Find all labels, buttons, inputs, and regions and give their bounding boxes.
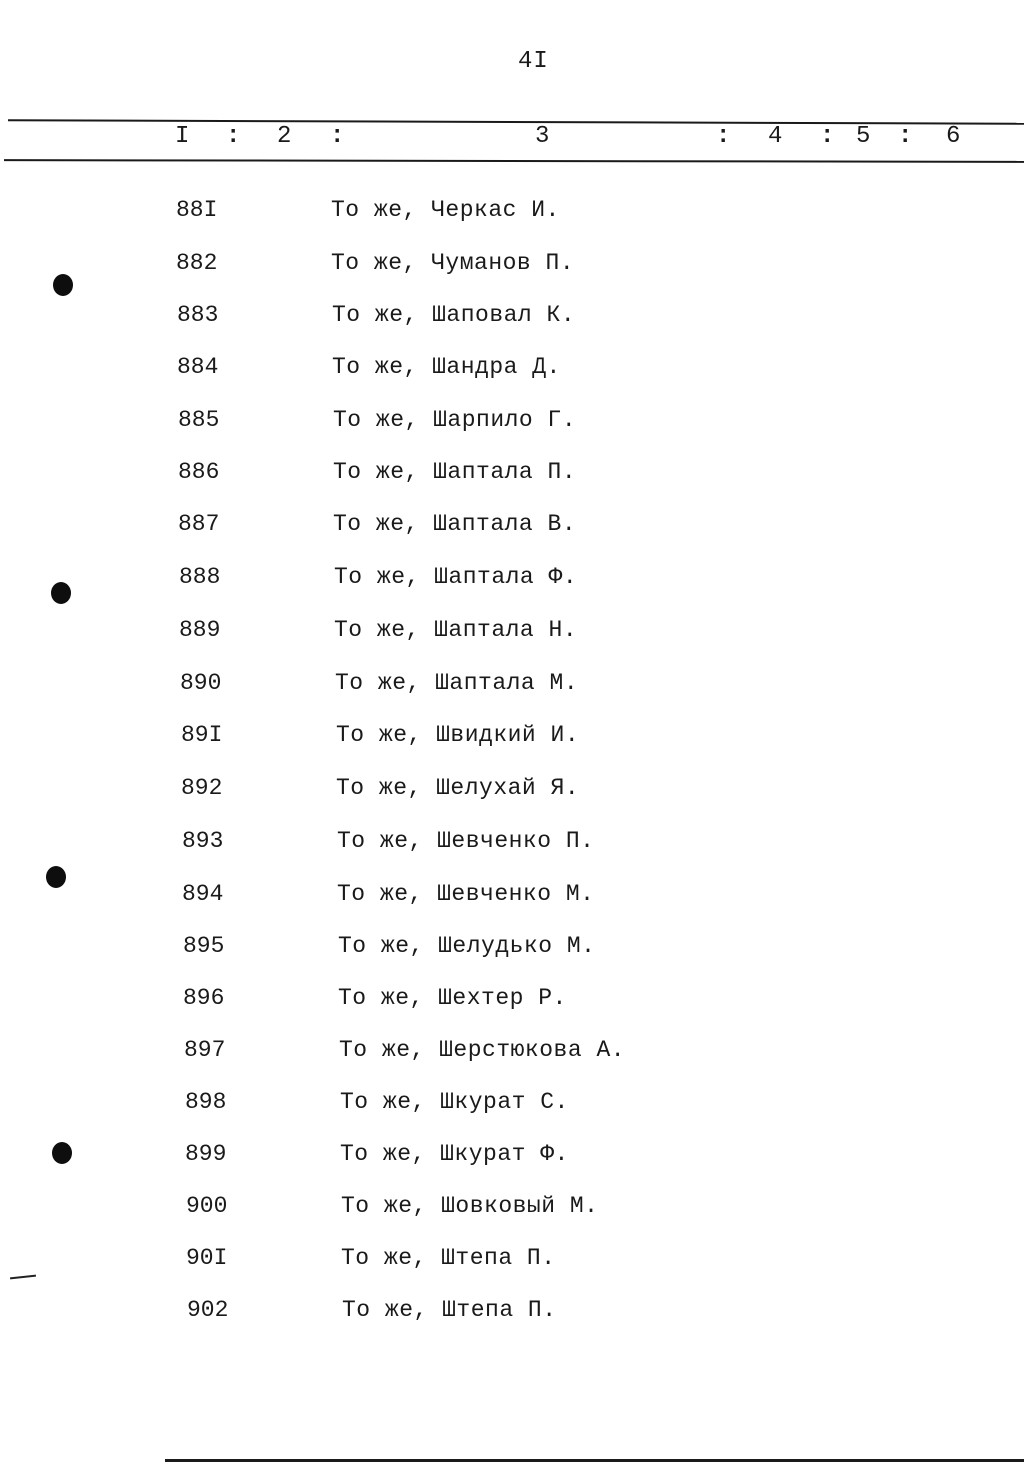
record-text: То же, Швидкий И.: [336, 722, 580, 748]
record-text: То же, Шаповал К.: [332, 302, 576, 328]
record-number: 882: [176, 250, 218, 276]
column-separator: :: [898, 123, 913, 150]
record-text: То же, Черкас И.: [331, 197, 560, 223]
record-number: 898: [185, 1089, 227, 1115]
record-number: 90I: [186, 1245, 228, 1271]
bottom-rule: [165, 1459, 1024, 1462]
record-number: 900: [186, 1193, 228, 1219]
record-text: То же, Чуманов П.: [331, 250, 575, 276]
punch-hole: [51, 582, 71, 604]
column-header-6: 6: [946, 123, 961, 150]
record-number: 888: [179, 564, 221, 590]
record-number: 897: [184, 1037, 226, 1063]
record-text: То же, Шехтер Р.: [338, 985, 567, 1011]
record-text: То же, Шкурат Ф.: [340, 1141, 569, 1167]
column-separator: :: [820, 123, 835, 150]
record-number: 896: [183, 985, 225, 1011]
record-text: То же, Шарпило Г.: [333, 407, 577, 433]
column-separator: :: [226, 123, 241, 150]
punch-hole: [52, 1142, 72, 1164]
record-number: 884: [177, 354, 219, 380]
margin-mark: [10, 1275, 36, 1280]
record-number: 885: [178, 407, 220, 433]
column-separator: :: [716, 123, 731, 150]
record-number: 890: [180, 670, 222, 696]
record-number: 886: [178, 459, 220, 485]
record-text: То же, Шаптала М.: [335, 670, 579, 696]
column-header-5: 5: [856, 123, 871, 150]
record-number: 895: [183, 933, 225, 959]
record-text: То же, Шаптала Н.: [334, 617, 578, 643]
record-text: То же, Шаптала Ф.: [334, 564, 578, 590]
column-header-1: I: [175, 123, 190, 150]
page-number: 4I: [518, 48, 549, 75]
record-number: 893: [182, 828, 224, 854]
column-separator: :: [330, 123, 345, 150]
record-text: То же, Штепа П.: [341, 1245, 556, 1271]
record-text: То же, Шовковый М.: [341, 1193, 599, 1219]
record-text: То же, Шкурат С.: [340, 1089, 569, 1115]
record-number: 887: [178, 511, 220, 537]
record-text: То же, Шаптала В.: [333, 511, 577, 537]
record-text: То же, Шевченко П.: [337, 828, 595, 854]
record-text: То же, Шелухай Я.: [336, 775, 580, 801]
column-header-2: 2: [277, 123, 292, 150]
record-number: 883: [177, 302, 219, 328]
column-header-3: 3: [535, 123, 550, 150]
record-text: То же, Шевченко М.: [337, 881, 595, 907]
record-number: 894: [182, 881, 224, 907]
record-text: То же, Шандра Д.: [332, 354, 561, 380]
column-header-row: [0, 120, 1024, 154]
record-number: 88I: [176, 197, 218, 223]
record-number: 892: [181, 775, 223, 801]
record-text: То же, Шаптала П.: [333, 459, 577, 485]
record-text: То же, Шерстюкова А.: [339, 1037, 626, 1063]
punch-hole: [53, 274, 73, 296]
record-number: 89I: [181, 722, 223, 748]
punch-hole: [46, 866, 66, 888]
record-number: 902: [187, 1297, 229, 1323]
record-text: То же, Шелудько М.: [338, 933, 596, 959]
record-number: 899: [185, 1141, 227, 1167]
header-bottom-rule: [4, 159, 1024, 163]
record-text: То же, Штепа П.: [342, 1297, 557, 1323]
column-header-4: 4: [768, 123, 783, 150]
record-number: 889: [179, 617, 221, 643]
